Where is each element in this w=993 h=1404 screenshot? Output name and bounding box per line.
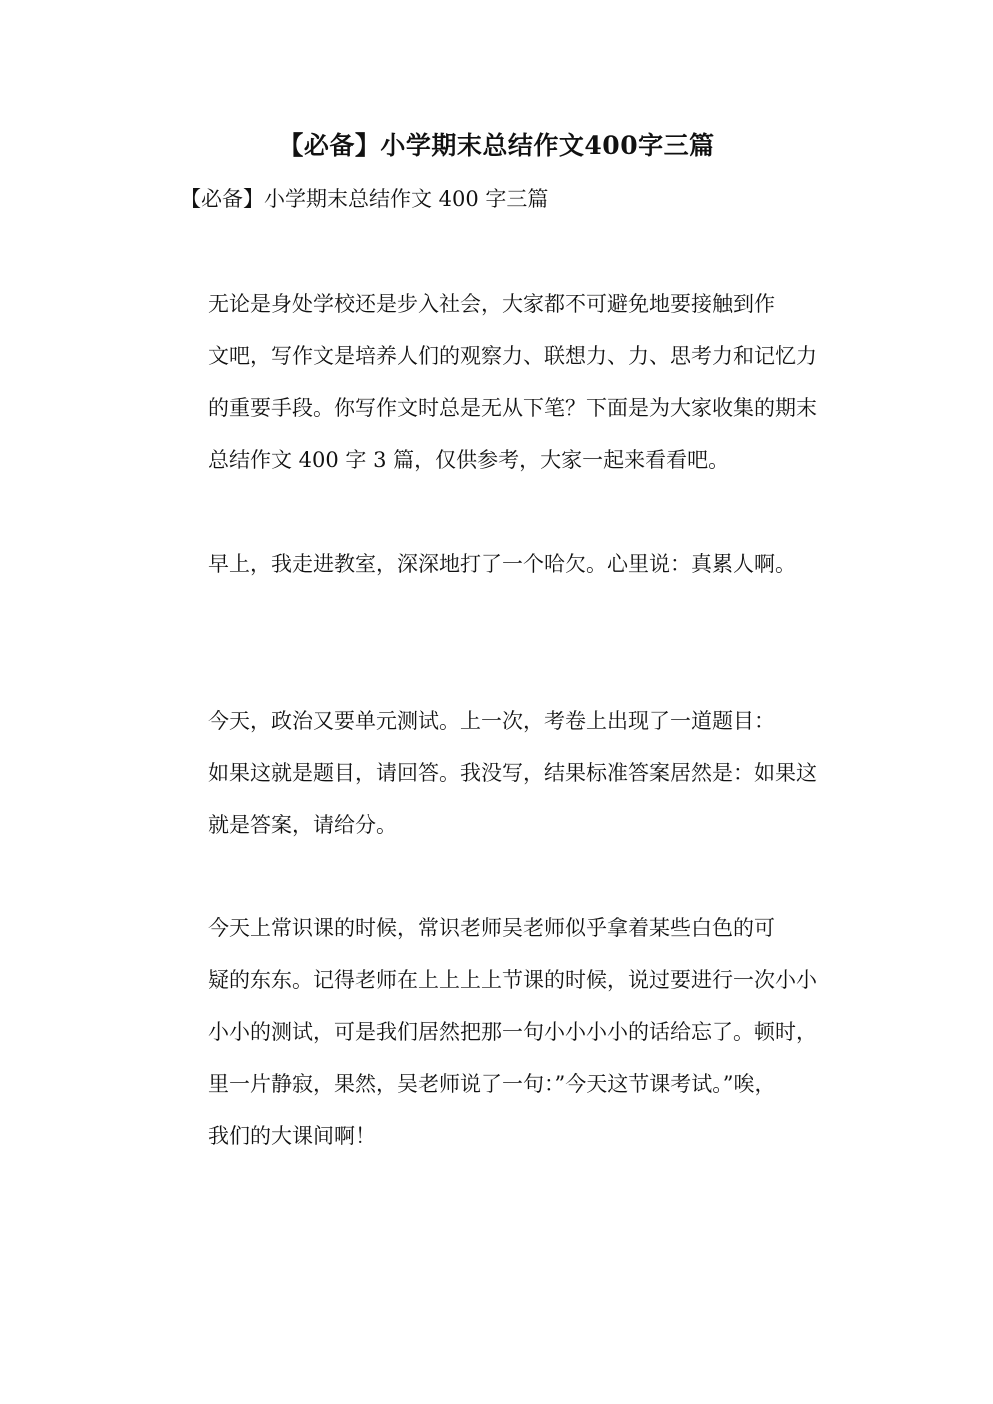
paragraph-line: 就是答案，请给分。 <box>208 813 397 837</box>
paragraph-science-class <box>150 902 850 1162</box>
paragraph-line: 文吧，写作文是培养人们的观察力、联想力、力、思考力和记忆力 <box>208 344 817 368</box>
paragraph-line: 无论是身处学校还是步入社会，大家都不可避免地要接触到作 <box>208 292 775 316</box>
document-subtitle: 【必备】小学期末总结作文 400 字三篇 <box>180 187 549 211</box>
paragraph-line: 的重要手段。你写作文时总是无从下笔？下面是为大家收集的期末 <box>208 396 817 420</box>
paragraph-line: 今天，政治又要单元测试。上一次，考卷上出现了一道题目： <box>208 709 775 733</box>
paragraph-line: 疑的东东。记得老师在上上上上节课的时候，说过要进行一次小小 <box>208 968 817 992</box>
paragraph-line: 今天上常识课的时候，常识老师吴老师似乎拿着某些白色的可 <box>208 916 775 940</box>
paragraph-politics-test <box>150 695 850 851</box>
paragraph-intro <box>150 278 850 486</box>
paragraph-line: 早上，我走进教室，深深地打了一个哈欠。心里说：真累人啊。 <box>208 552 796 576</box>
paragraph-line: 我们的大课间啊！ <box>208 1124 376 1148</box>
paragraph-line: 小小的测试，可是我们居然把那一句小小小小的话给忘了。顿时， <box>208 1020 817 1044</box>
paragraph-line: 如果这就是题目，请回答。我没写，结果标准答案居然是：如果这 <box>208 761 817 785</box>
paragraph-line: 里一片静寂，果然，吴老师说了一句：”今天这节课考试。”唉， <box>208 1072 776 1096</box>
document-title: 【必备】小学期末总结作文400字三篇 <box>278 131 715 160</box>
paragraph-line: 总结作文 400 字 3 篇，仅供参考，大家一起来看看吧。 <box>208 448 730 472</box>
paragraph-morning <box>150 538 850 590</box>
